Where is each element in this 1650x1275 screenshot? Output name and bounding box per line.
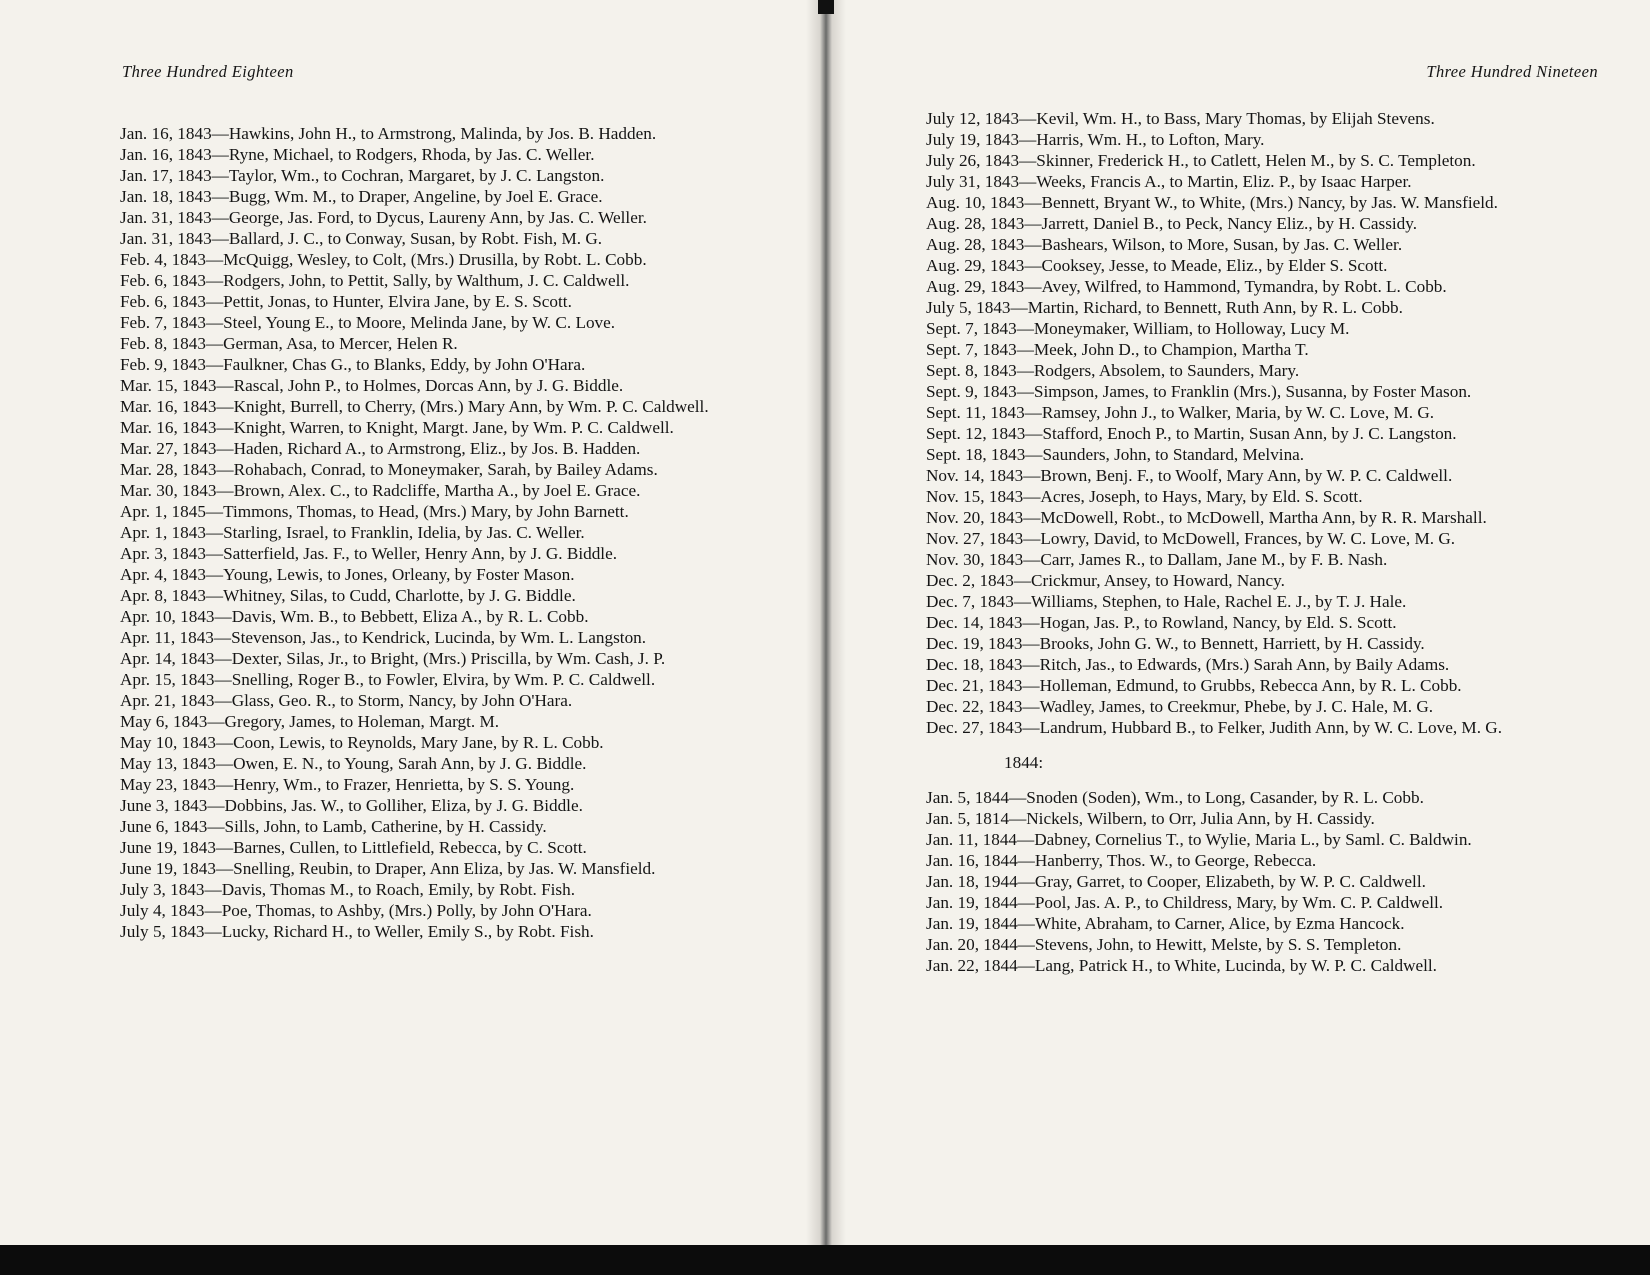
record-entry: May 10, 1843—Coon, Lewis, to Reynolds, Mary Jane, by R. L. Cobb. [120,733,604,752]
scan-border [0,1245,1650,1275]
record-entry: Jan. 16, 1843—Hawkins, John H., to Armstrong, Malinda, by Jos. B. Hadden. [120,124,657,143]
record-entry: Dec. 7, 1843—Williams, Stephen, to Hale, Rachel E. J., by T. J. Hale. [926,592,1407,611]
record-entry: Feb. 4, 1843—McQuigg, Wesley, to Colt, (Mrs.) Drusilla, by Robt. L. Cobb. [120,250,647,269]
record-entry: Apr. 1, 1845—Timmons, Thomas, to Head, (Mrs.) Mary, by John Barnett. [120,502,629,521]
record-entry: Sept. 8, 1843—Rodgers, Absolem, to Saunders, Mary. [926,361,1300,380]
right-page [846,0,1650,1245]
record-entry: Jan. 20, 1844—Stevens, John, to Hewitt, Melste, by S. S. Templeton. [926,935,1402,954]
record-entry: July 4, 1843—Poe, Thomas, to Ashby, (Mrs.) Polly, by John O'Hara. [120,901,592,920]
marriage-record-list [926,108,1582,976]
record-entry: Jan. 16, 1844—Hanberry, Thos. W., to George, Rebecca. [926,851,1317,870]
record-entry: Jan. 18, 1944—Gray, Garret, to Cooper, Elizabeth, by W. P. C. Caldwell. [926,872,1426,891]
record-entry: Mar. 16, 1843—Knight, Warren, to Knight, Margt. Jane, by Wm. P. C. Caldwell. [120,418,674,437]
record-entry: Mar. 16, 1843—Knight, Burrell, to Cherry, (Mrs.) Mary Ann, by Wm. P. C. Caldwell. [120,397,709,416]
record-entry: June 6, 1843—Sills, John, to Lamb, Catherine, by H. Cassidy. [120,817,547,836]
record-entry: Aug. 29, 1843—Cooksey, Jesse, to Meade, Eliz., by Elder S. Scott. [926,256,1388,275]
record-entry: Aug. 29, 1843—Avey, Wilfred, to Hammond, Tymandra, by Robt. L. Cobb. [926,277,1447,296]
record-entry: Jan. 31, 1843—Ballard, J. C., to Conway, Susan, by Robt. Fish, M. G. [120,229,603,248]
record-entry: Jan. 17, 1843—Taylor, Wm., to Cochran, Margaret, by J. C. Langston. [120,166,605,185]
record-entry: Feb. 8, 1843—German, Asa, to Mercer, Helen R. [120,334,458,353]
record-entry: Nov. 27, 1843—Lowry, David, to McDowell, Frances, by W. C. Love, M. G. [926,529,1456,548]
record-entry: June 3, 1843—Dobbins, Jas. W., to Golliher, Eliza, by J. G. Biddle. [120,796,583,815]
record-entry: Sept. 7, 1843—Meek, John D., to Champion, Martha T. [926,340,1309,359]
record-entry: Apr. 10, 1843—Davis, Wm. B., to Bebbett, Eliza A., by R. L. Cobb. [120,607,589,626]
record-entry: Mar. 30, 1843—Brown, Alex. C., to Radcliffe, Martha A., by Joel E. Grace. [120,481,641,500]
record-entry: Mar. 28, 1843—Rohabach, Conrad, to Moneymaker, Sarah, by Bailey Adams. [120,460,658,479]
record-entry: Jan. 18, 1843—Bugg, Wm. M., to Draper, Angeline, by Joel E. Grace. [120,187,603,206]
record-entry: July 5, 1843—Martin, Richard, to Bennett, Ruth Ann, by R. L. Cobb. [926,298,1403,317]
record-entry: Feb. 6, 1843—Pettit, Jonas, to Hunter, Elvira Jane, by E. S. Scott. [120,292,572,311]
record-entry: July 26, 1843—Skinner, Frederick H., to Catlett, Helen M., by S. C. Templeton. [926,151,1476,170]
record-entry: Jan. 22, 1844—Lang, Patrick H., to White, Lucinda, by W. P. C. Caldwell. [926,956,1437,975]
book-gutter [806,0,846,1245]
marriage-record-list [120,123,770,942]
binding-shadow [818,0,834,14]
record-entry: Aug. 28, 1843—Jarrett, Daniel B., to Peck, Nancy Eliz., by H. Cassidy. [926,214,1418,233]
record-entry: May 13, 1843—Owen, E. N., to Young, Sarah Ann, by J. G. Biddle. [120,754,587,773]
record-entry: Nov. 14, 1843—Brown, Benj. F., to Woolf, Mary Ann, by W. P. C. Caldwell. [926,466,1453,485]
record-entry: Sept. 9, 1843—Simpson, James, to Franklin (Mrs.), Susanna, by Foster Mason. [926,382,1472,401]
record-entry: Apr. 3, 1843—Satterfield, Jas. F., to Weller, Henry Ann, by J. G. Biddle. [120,544,618,563]
record-entry: Dec. 27, 1843—Landrum, Hubbard B., to Felker, Judith Ann, by W. C. Love, M. G. [926,718,1502,737]
record-entry: Nov. 30, 1843—Carr, James R., to Dallam, Jane M., by F. B. Nash. [926,550,1388,569]
record-entry: Jan. 19, 1844—White, Abraham, to Carner, Alice, by Ezma Hancock. [926,914,1405,933]
record-entry: Dec. 22, 1843—Wadley, James, to Creekmur, Phebe, by J. C. Hale, M. G. [926,697,1434,716]
record-entry: July 31, 1843—Weeks, Francis A., to Martin, Eliz. P., by Isaac Harper. [926,172,1412,191]
record-entry: July 3, 1843—Davis, Thomas M., to Roach, Emily, by Robt. Fish. [120,880,575,899]
record-entry: Feb. 6, 1843—Rodgers, John, to Pettit, Sally, by Walthum, J. C. Caldwell. [120,271,630,290]
record-entry: Feb. 7, 1843—Steel, Young E., to Moore, Melinda Jane, by W. C. Love. [120,313,616,332]
record-entry: Mar. 15, 1843—Rascal, John P., to Holmes, Dorcas Ann, by J. G. Biddle. [120,376,624,395]
record-entry: Aug. 10, 1843—Bennett, Bryant W., to White, (Mrs.) Nancy, by Jas. W. Mansfield. [926,193,1498,212]
record-entry: July 5, 1843—Lucky, Richard H., to Weller, Emily S., by Robt. Fish. [120,922,594,941]
record-entry: Feb. 9, 1843—Faulkner, Chas G., to Blanks, Eddy, by John O'Hara. [120,355,586,374]
record-entry: Jan. 11, 1844—Dabney, Cornelius T., to Wylie, Maria L., by Saml. C. Baldwin. [926,830,1472,849]
record-entry: Nov. 15, 1843—Acres, Joseph, to Hays, Mary, by Eld. S. Scott. [926,487,1363,506]
record-entry: Dec. 18, 1843—Ritch, Jas., to Edwards, (Mrs.) Sarah Ann, by Baily Adams. [926,655,1450,674]
page-header: Three Hundred Nineteen [1426,62,1598,81]
record-entry: Jan. 31, 1843—George, Jas. Ford, to Dycus, Laureny Ann, by Jas. C. Weller. [120,208,647,227]
record-entry: Apr. 11, 1843—Stevenson, Jas., to Kendrick, Lucinda, by Wm. L. Langston. [120,628,647,647]
record-entry: Dec. 14, 1843—Hogan, Jas. P., to Rowland, Nancy, by Eld. S. Scott. [926,613,1397,632]
record-entry: May 6, 1843—Gregory, James, to Holeman, Margt. M. [120,712,500,731]
record-entry: Apr. 15, 1843—Snelling, Roger B., to Fowler, Elvira, by Wm. P. C. Caldwell. [120,670,656,689]
record-entry: Apr. 1, 1843—Starling, Israel, to Franklin, Idelia, by Jas. C. Weller. [120,523,585,542]
record-entry: Sept. 18, 1843—Saunders, John, to Standard, Melvina. [926,445,1305,464]
record-entry: Jan. 19, 1844—Pool, Jas. A. P., to Childress, Mary, by Wm. C. P. Caldwell. [926,893,1444,912]
year-heading: 1844: [1004,753,1044,772]
record-entry: Aug. 28, 1843—Bashears, Wilson, to More, Susan, by Jas. C. Weller. [926,235,1403,254]
record-entry: May 23, 1843—Henry, Wm., to Frazer, Henrietta, by S. S. Young. [120,775,575,794]
record-entry: Jan. 16, 1843—Ryne, Michael, to Rodgers, Rhoda, by Jas. C. Weller. [120,145,595,164]
record-entry: Apr. 8, 1843—Whitney, Silas, to Cudd, Charlotte, by J. G. Biddle. [120,586,576,605]
record-entry: Jan. 5, 1844—Snoden (Soden), Wm., to Long, Casander, by R. L. Cobb. [926,788,1424,807]
record-entry: June 19, 1843—Barnes, Cullen, to Littlefield, Rebecca, by C. Scott. [120,838,587,857]
record-entry: Dec. 2, 1843—Crickmur, Ansey, to Howard, Nancy. [926,571,1285,590]
record-entry: June 19, 1843—Snelling, Reubin, to Draper, Ann Eliza, by Jas. W. Mansfield. [120,859,656,878]
record-entry: Dec. 19, 1843—Brooks, John G. W., to Bennett, Harriett, by H. Cassidy. [926,634,1425,653]
record-entry: Sept. 7, 1843—Moneymaker, William, to Holloway, Lucy M. [926,319,1350,338]
record-entry: Sept. 11, 1843—Ramsey, John J., to Walker, Maria, by W. C. Love, M. G. [926,403,1435,422]
record-entry: Sept. 12, 1843—Stafford, Enoch P., to Martin, Susan Ann, by J. C. Langston. [926,424,1457,443]
page-header: Three Hundred Eighteen [122,62,294,81]
record-entry: Jan. 5, 1814—Nickels, Wilbern, to Orr, Julia Ann, by H. Cassidy. [926,809,1375,828]
record-entry: Apr. 14, 1843—Dexter, Silas, Jr., to Bright, (Mrs.) Priscilla, by Wm. Cash, J. P. [120,649,666,668]
record-entry: Apr. 4, 1843—Young, Lewis, to Jones, Orleany, by Foster Mason. [120,565,575,584]
record-entry: Apr. 21, 1843—Glass, Geo. R., to Storm, Nancy, by John O'Hara. [120,691,573,710]
record-entry: July 19, 1843—Harris, Wm. H., to Lofton, Mary. [926,130,1265,149]
record-entry: Nov. 20, 1843—McDowell, Robt., to McDowell, Martha Ann, by R. R. Marshall. [926,508,1487,527]
record-entry: July 12, 1843—Kevil, Wm. H., to Bass, Mary Thomas, by Elijah Stevens. [926,109,1435,128]
left-page [0,0,806,1245]
record-entry: Mar. 27, 1843—Haden, Richard A., to Armstrong, Eliz., by Jos. B. Hadden. [120,439,641,458]
record-entry: Dec. 21, 1843—Holleman, Edmund, to Grubbs, Rebecca Ann, by R. L. Cobb. [926,676,1462,695]
